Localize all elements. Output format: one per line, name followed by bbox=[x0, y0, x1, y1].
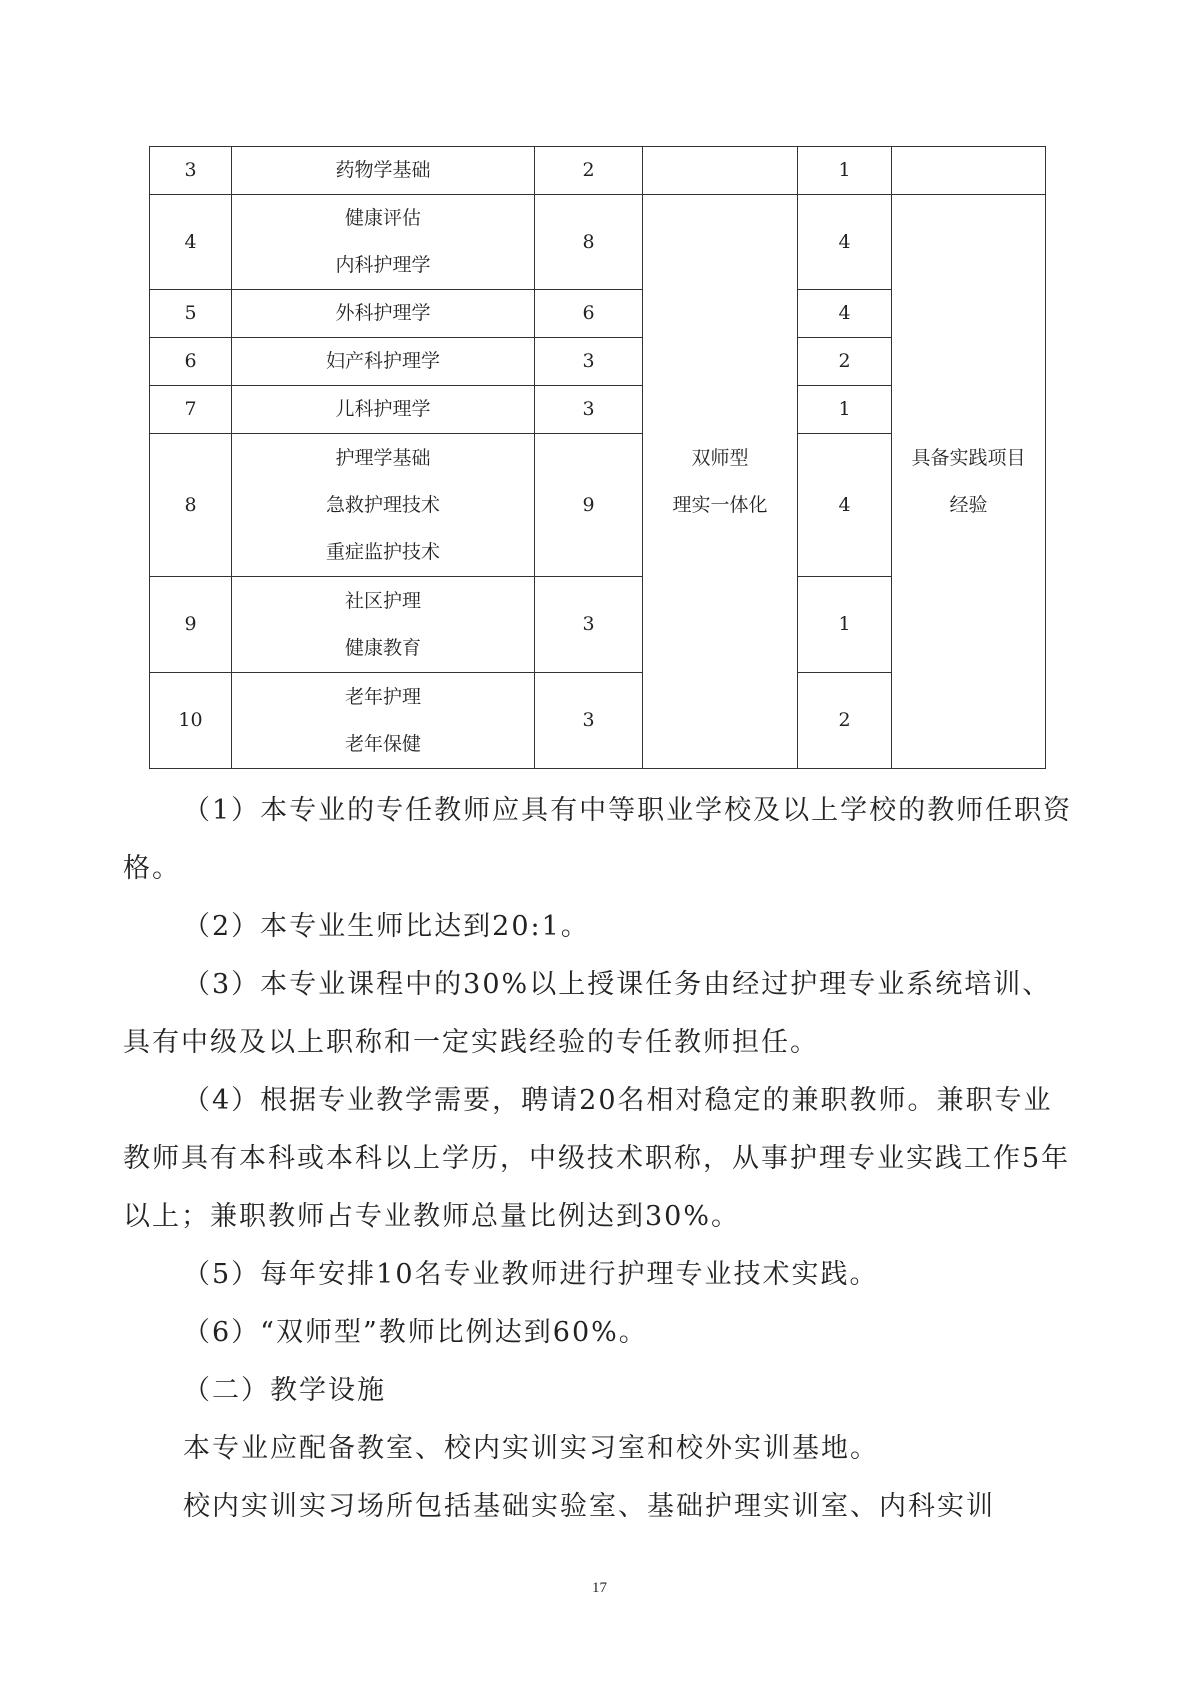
paragraph-double-qualified: （6）“双师型”教师比例达到60%。 bbox=[183, 1317, 648, 1348]
course-name: 健康教育 bbox=[344, 636, 421, 659]
course-name: 老年护理 bbox=[344, 685, 421, 708]
paragraph-ratio: （2）本专业生师比达到20:1。 bbox=[183, 911, 590, 942]
course-name: 妇产科护理学 bbox=[325, 350, 440, 372]
teacher-count: 3 bbox=[535, 386, 643, 434]
teacher-count: 3 bbox=[535, 577, 643, 673]
teacher-count: 3 bbox=[535, 673, 643, 769]
course-name: 老年保健 bbox=[344, 732, 421, 755]
requirement-cell bbox=[892, 195, 1046, 769]
requirement-line: 经验 bbox=[949, 493, 988, 516]
row-number: 10 bbox=[150, 673, 232, 769]
teacher-type-cell bbox=[643, 195, 798, 769]
row-number: 5 bbox=[150, 290, 232, 338]
section-heading: （二）教学设施 bbox=[183, 1375, 386, 1406]
paragraph-qualification: （1）本专业的专任教师应具有中等职业学校及以上学校的教师任职资格。 bbox=[123, 795, 1073, 884]
mid-title-count: 4 bbox=[798, 434, 892, 577]
mid-title-count: 4 bbox=[798, 290, 892, 338]
course-name: 外科护理学 bbox=[335, 302, 431, 324]
course-cell bbox=[232, 290, 535, 338]
teacher-allocation-table bbox=[149, 146, 1046, 769]
course-cell bbox=[232, 386, 535, 434]
row-number: 4 bbox=[150, 195, 232, 290]
teacher-count: 9 bbox=[535, 434, 643, 577]
paragraph-senior-teachers: （3）本专业课程中的30%以上授课任务由经过护理专业系统培训、具有中级及以上职称和一定实践经验的专任教师担任。 bbox=[123, 969, 1052, 1058]
body-text bbox=[123, 782, 1073, 1536]
teacher-type-line: 理实一体化 bbox=[672, 493, 768, 516]
teacher-type-line: 双师型 bbox=[691, 446, 749, 469]
course-name: 药物学基础 bbox=[335, 159, 431, 181]
mid-title-count: 2 bbox=[798, 338, 892, 386]
teacher-count: 3 bbox=[535, 338, 643, 386]
teacher-count: 2 bbox=[535, 147, 643, 195]
paragraph-practice: （5）每年安排10名专业教师进行护理专业技术实践。 bbox=[183, 1259, 879, 1290]
table-row bbox=[150, 147, 1046, 195]
course-name: 急救护理技术 bbox=[325, 493, 440, 516]
mid-title-count: 1 bbox=[798, 386, 892, 434]
course-name: 健康评估 bbox=[344, 207, 421, 229]
row-number: 9 bbox=[150, 577, 232, 673]
row-number: 6 bbox=[150, 338, 232, 386]
paragraph-facilities: 本专业应配备教室、校内实训实习室和校外实训基地。 bbox=[183, 1433, 879, 1464]
row-number: 8 bbox=[150, 434, 232, 577]
course-cell bbox=[232, 147, 535, 195]
course-name: 社区护理 bbox=[344, 589, 421, 612]
mid-title-count: 1 bbox=[798, 147, 892, 195]
row-number: 3 bbox=[150, 147, 232, 195]
course-cell bbox=[232, 434, 535, 577]
page-number: 17 bbox=[592, 1580, 607, 1596]
mid-title-count: 1 bbox=[798, 577, 892, 673]
empty-cell bbox=[643, 147, 798, 195]
teacher-count: 8 bbox=[535, 195, 643, 290]
mid-title-count: 2 bbox=[798, 673, 892, 769]
course-cell bbox=[232, 195, 535, 290]
course-name: 儿科护理学 bbox=[335, 398, 431, 420]
course-name: 重症监护技术 bbox=[325, 540, 440, 563]
course-name: 内科护理学 bbox=[335, 254, 431, 276]
course-cell bbox=[232, 673, 535, 769]
paragraph-training-rooms: 校内实训实习场所包括基础实验室、基础护理实训室、内科实训 bbox=[183, 1491, 995, 1522]
empty-cell bbox=[892, 147, 1046, 195]
requirement-line: 具备实践项目 bbox=[911, 446, 1026, 469]
teacher-count: 6 bbox=[535, 290, 643, 338]
row-number: 7 bbox=[150, 386, 232, 434]
course-cell bbox=[232, 577, 535, 673]
mid-title-count: 4 bbox=[798, 195, 892, 290]
course-name: 护理学基础 bbox=[335, 446, 431, 469]
paragraph-part-time-teachers: （4）根据专业教学需要，聘请20名相对稳定的兼职教师。兼职专业教师具有本科或本科以上学历，中级技术职称，从事护理专业实践工作5年以上；兼职教师占专业教师总量比例达到30%。 bbox=[123, 1085, 1071, 1232]
table-row bbox=[150, 195, 1046, 290]
course-cell bbox=[232, 338, 535, 386]
